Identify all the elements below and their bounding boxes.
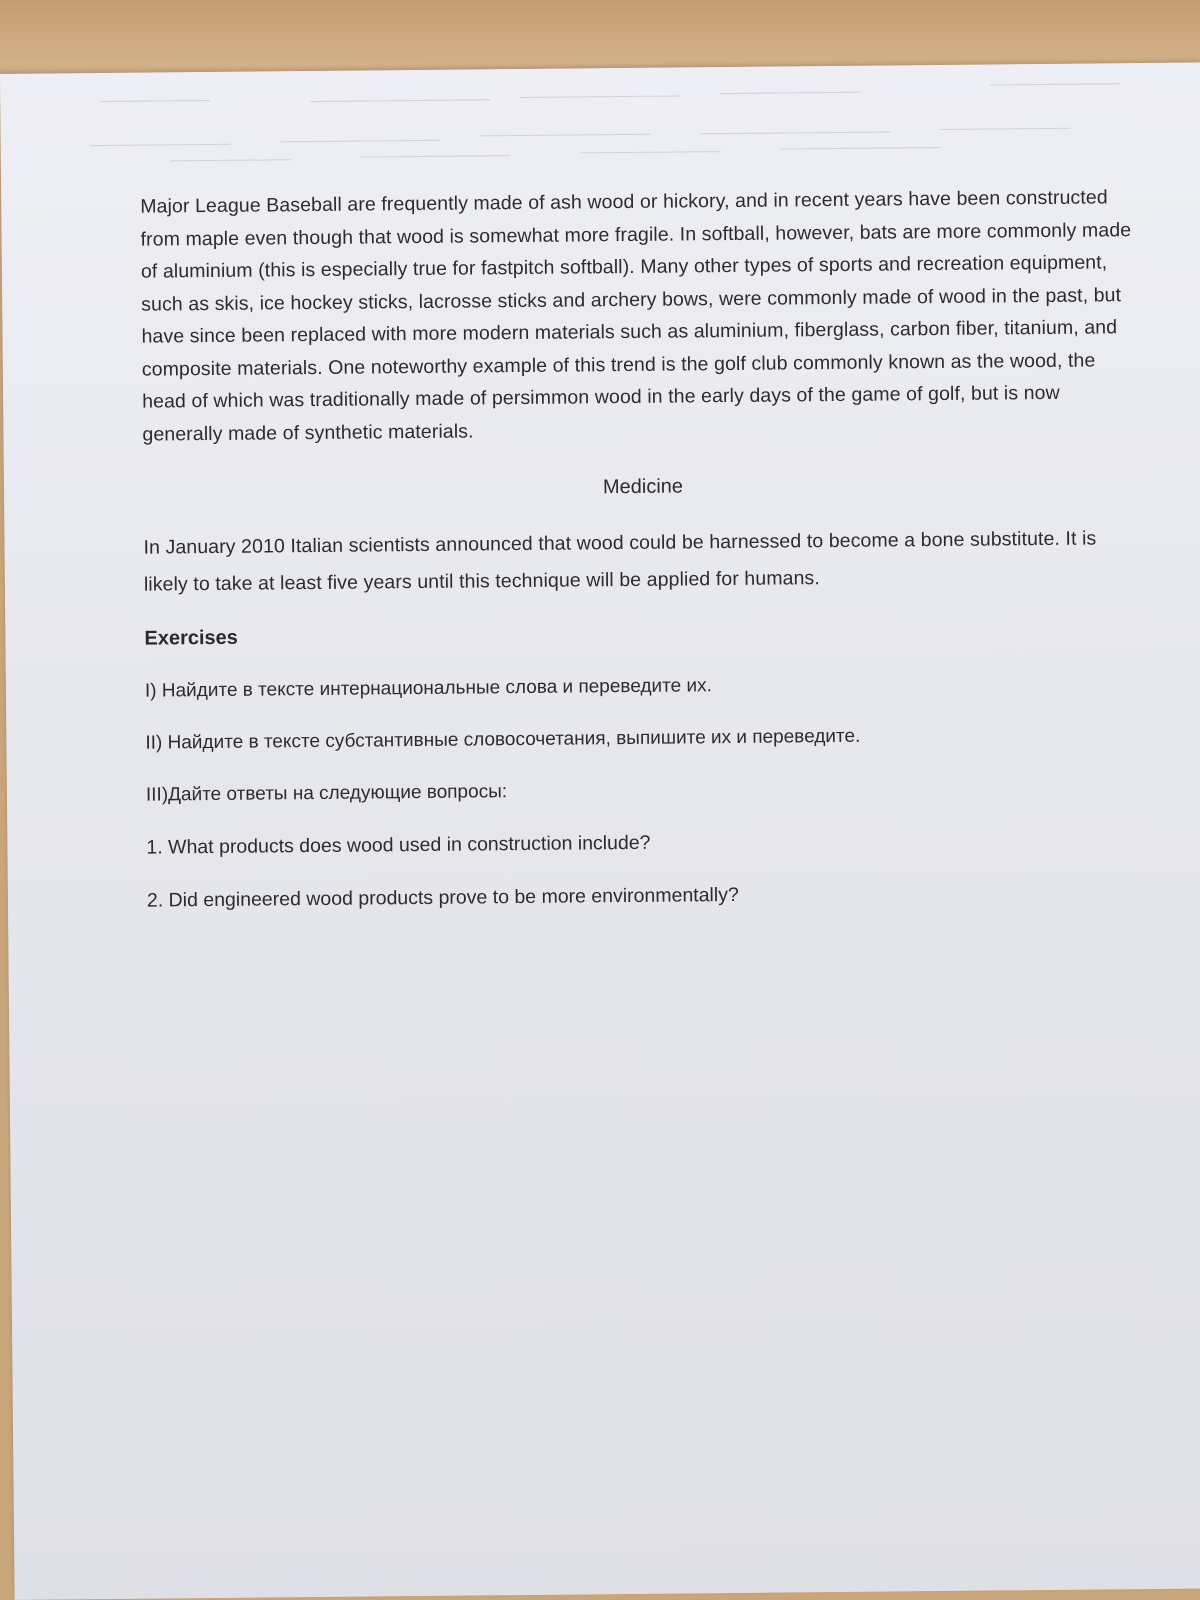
paragraph-baseball: Major League Baseball are frequently made of ash wood or hickory, and in recent years have been constructed from maple even though that wood is somewhat more fragile. In softball, however, bats are more commonly made of aluminium (this is especially true for fastpitch softball). Many other types of sports and recreation equipment, such as skis, ice hockey sticks, lacrosse sticks and archery bows, were commonly made of wood in the past, but have since been replaced with more modern materials such as aluminium, fiberglass, carbon fiber, titanium, and composite materials. One noteworthy example of this trend is the golf club commonly known as the wood, the head of which was traditionally made of persimmon wood in the early days of the game of golf, but is now generally made of synthetic materials. [140, 186, 1132, 446]
question-1: 1. What products does wood used in construction include? [146, 831, 651, 859]
bleed-through-lines [60, 83, 1141, 173]
exercise-task-2: II) Найдите в тексте субстантивные словосочетания, выпишите их и переведите. [145, 725, 861, 754]
paper-sheet [0, 62, 1200, 1599]
document-body [140, 181, 1147, 913]
exercise-task-1: I) Найдите в тексте интернациональные слова и переведите их. [144, 675, 712, 702]
exercise-task-3: III)Дайте ответы на следующие вопросы: [145, 781, 508, 806]
section-heading-medicine: Medicine [602, 475, 684, 499]
paragraph-medicine: In January 2010 Italian scientists announced that wood could be harnessed to become a bone substitute. It is likely to take at least five years until this technique will be applied for humans. [143, 527, 1097, 596]
exercises-heading: Exercises [144, 626, 238, 650]
question-2: 2. Did engineered wood products prove to be more environmentally? [146, 883, 739, 912]
